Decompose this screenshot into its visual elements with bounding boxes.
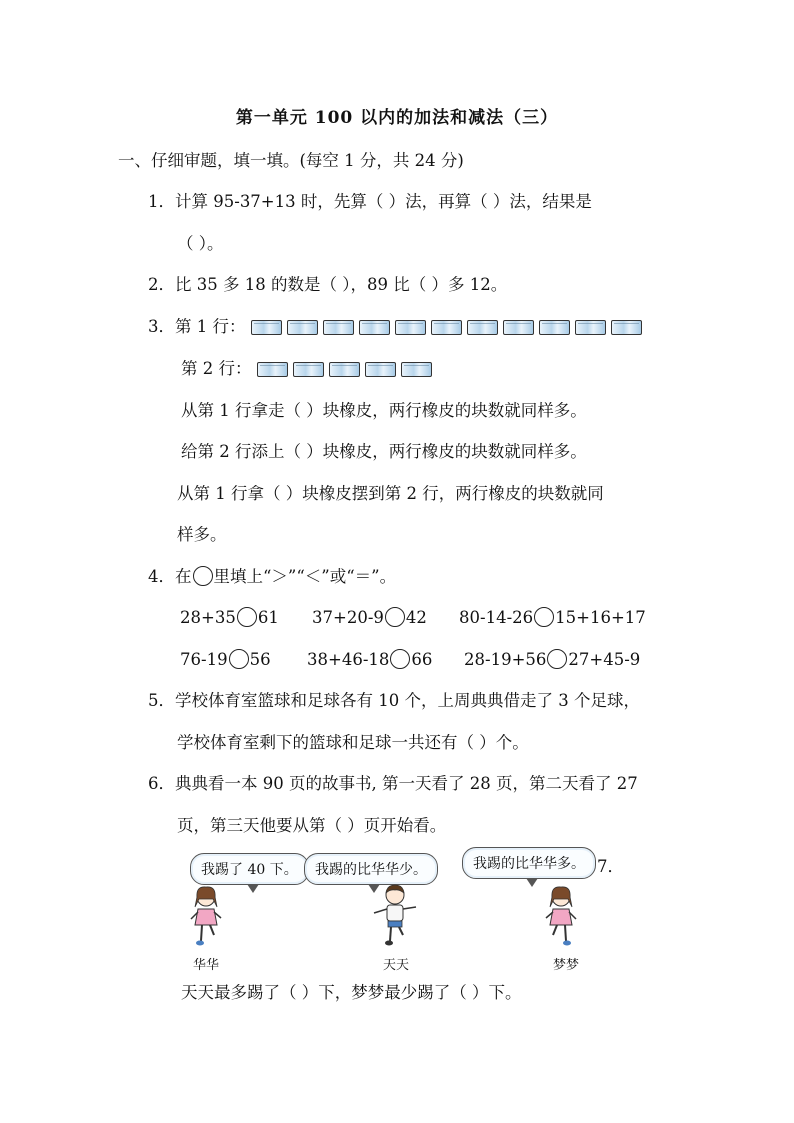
name-huahua: 华华 [193,958,220,973]
answer-circle[interactable] [534,607,554,627]
comparison-left: 76-19 [180,650,228,669]
question-2: 2．比 35 多 18 的数是（ ），89 比（ ）多 12。 [148,275,508,294]
eraser-icon [293,362,324,377]
comparison-right: 66 [411,650,433,669]
question-3-sentence-2: 给第 2 行添上（ ）块橡皮，两行橡皮的块数就同样多。 [181,442,587,461]
section-heading: 一、仔细审题，填一填。(每空 1 分，共 24 分) [118,151,464,170]
answer-circle[interactable] [390,649,410,669]
eraser-row-1 [251,320,642,335]
girl-huahua-icon [186,885,226,951]
speech-bubble-tiantian: 我踢的比华华少。 [304,853,438,885]
speech-bubble-mengmeng: 我踢的比华华多。 [462,847,596,879]
eraser-icon [251,320,282,335]
eraser-icon [401,362,432,377]
comparison-left: 37+20-9 [312,608,384,627]
comparison-left: 38+46-18 [307,650,390,669]
compare-circle-icon [193,566,213,586]
eraser-icon [359,320,390,335]
question-7-question: 天天最多踢了（ ）下，梦梦最少踢了（ ）下。 [181,983,522,1002]
comparison-left: 28-19+56 [464,650,547,669]
comparison-right: 15+16+17 [555,608,646,627]
question-6-line-1: 6．典典看一本 90 页的故事书, 第一天看了 28 页，第二天看了 27 [148,774,638,793]
comparison-right: 61 [257,608,279,627]
name-tiantian: 天天 [383,958,410,973]
row-2-label: 第 2 行： [181,359,252,378]
page-title: 第一单元 100 以内的加法和减法（三） [235,108,559,128]
name-mengmeng: 梦梦 [553,958,580,973]
comparison-2-3 [464,649,640,671]
comparison-left: 80-14-26 [459,608,534,627]
comparison-1-3 [459,607,646,629]
eraser-icon [503,320,534,335]
answer-circle[interactable] [547,649,567,669]
eraser-icon [365,362,396,377]
eraser-icon [431,320,462,335]
eraser-icon [539,320,570,335]
eraser-row-2 [257,362,432,377]
q4-suffix: 里填上“＞”“＜”或“＝”。 [213,567,397,586]
speech-bubble-huahua: 我踢了 40 下。 [190,853,309,885]
eraser-icon [395,320,426,335]
question-5-line-1: 5．学校体育室篮球和足球各有 10 个，上周典典借走了 3 个足球， [148,691,640,710]
question-3-sentence-3b: 样多。 [177,525,227,544]
eraser-icon [323,320,354,335]
eraser-icon [257,362,288,377]
girl-mengmeng-icon [541,885,581,951]
eraser-icon [611,320,642,335]
eraser-icon [575,320,606,335]
comparison-left: 28+35 [180,608,236,627]
comparison-1-1 [180,607,279,629]
q4-prefix: 4．在 [148,567,192,586]
comparison-right: 56 [249,650,271,669]
comparison-2-2 [307,649,432,671]
question-3-sentence-1: 从第 1 行拿走（ ）块橡皮，两行橡皮的块数就同样多。 [181,401,587,420]
question-7-number: 7． [597,857,624,876]
comparison-2-1 [180,649,271,671]
eraser-icon [467,320,498,335]
boy-tiantian-icon [370,883,420,949]
answer-circle[interactable] [237,607,257,627]
question-6-line-2: 页，第三天他要从第（ ）页开始看。 [177,816,447,835]
answer-circle[interactable] [385,607,405,627]
question-4-instruction [148,566,396,588]
comparison-1-2 [312,607,427,629]
question-3-row-1 [148,316,642,338]
question-1-line-2: （ ）。 [177,234,224,253]
question-3-row-2 [181,358,432,380]
question-3-sentence-3a: 从第 1 行拿（ ）块橡皮摆到第 2 行，两行橡皮的块数就同 [177,484,604,503]
eraser-icon [329,362,360,377]
question-5-line-2: 学校体育室剩下的篮球和足球一共还有（ ）个。 [177,733,529,752]
comparison-right: 42 [405,608,427,627]
eraser-icon [287,320,318,335]
comparison-right: 27+45-9 [568,650,641,669]
row-1-label: 3．第 1 行： [148,317,246,336]
answer-circle[interactable] [229,649,249,669]
question-1-line-1: 1．计算 95-37+13 时，先算（ ）法，再算（ ）法，结果是 [148,192,592,211]
